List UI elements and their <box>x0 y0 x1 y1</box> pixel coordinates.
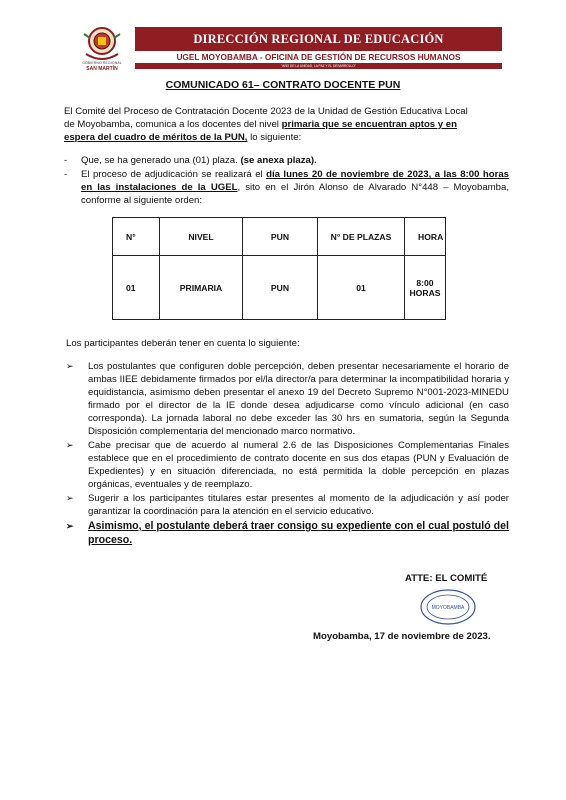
place-and-date: Moyobamba, 17 de noviembre de 2023. <box>313 631 491 642</box>
document-title: COMUNICADO 61– CONTRATO DOCENTE PUN <box>165 79 401 91</box>
header-title-bar: DIRECCIÓN REGIONAL DE EDUCACIÓN <box>135 27 502 51</box>
intro-line <box>64 118 509 131</box>
point-text: El proceso de adjudicación se realizará el <box>81 169 267 180</box>
arrow-bullet-icon: ➢ <box>66 493 74 503</box>
arrow-bullet-icon: ➢ <box>66 440 74 450</box>
hour-unit: HORAS <box>409 287 441 298</box>
positions-table <box>112 217 446 320</box>
list-item <box>66 360 509 438</box>
signature-line: ATTE: EL COMITÉ <box>405 573 488 584</box>
col-header: N° <box>113 218 160 256</box>
point-item <box>64 154 509 167</box>
header-subtitle: UGEL MOYOBAMBA - OFICINA DE GESTIÓN DE RECURSOS HUMANOS <box>135 52 502 64</box>
list-item <box>66 439 509 491</box>
list-item <box>66 492 509 518</box>
table-cell <box>405 256 446 320</box>
point-text: Que, se ha generado una (01) plaza. <box>81 155 241 166</box>
intro-text: de Moyobamba, comunica a los docentes del nivel <box>64 119 282 130</box>
bullet-text: Sugerir a los participantes titulares estar presentes al momento de la adjudicación y así poder garantizar la coordinación para la atención en el servicio educativo. <box>88 493 509 517</box>
col-header: N° DE PLAZAS <box>318 218 405 256</box>
logo-caption: GOBIERNO REGIONAL <box>82 61 122 65</box>
table-row <box>113 256 446 320</box>
table-cell: PRIMARIA <box>160 256 243 320</box>
table-cell: 01 <box>318 256 405 320</box>
logo-region-name: SAN MARTÍN <box>86 66 118 72</box>
stamp-text: MOYOBAMBA <box>431 605 465 611</box>
bullet-text: Asimismo, el postulante deberá traer consigo su expediente con el cual postuló del proceso. <box>88 520 509 546</box>
point-text: , sito en el Jirón Alonso de Alvarado N°448 – Moyobamba, conforme al siguiente orden: <box>81 182 510 206</box>
table-cell: 01 <box>113 256 160 320</box>
col-header: HORA <box>405 218 446 256</box>
bullet-text: Cabe precisar que de acuerdo al numeral 2.6 de las Disposiciones Complementarias Finales establece que en el procedimiento de contrato docente en sus dos etapas (PUN y Evaluación de Expedientes) y en situación diferenciada, no está permitida la doble percepción en plazas orgánicas, eventuales y de reemplazo. <box>88 440 509 490</box>
header-year-motto: "AÑO DE LA UNIDAD, LA PAZ Y EL DESARROLLO" <box>135 64 502 69</box>
point-highlight: día lunes 20 de noviembre de 2023, a las 8:00 horas en las instalaciones de la UGEL <box>81 169 509 193</box>
intro-paragraph <box>64 105 509 144</box>
table-header-row <box>113 218 446 256</box>
list-item <box>66 519 509 547</box>
intro-text: lo siguiente: <box>247 132 302 143</box>
arrow-bullet-icon: ➢ <box>66 361 74 371</box>
col-header: PUN <box>243 218 318 256</box>
intro-highlight: espera del cuadro de méritos de la PUN, <box>64 132 248 143</box>
hour-value: 8:00 <box>416 277 434 288</box>
point-highlight: (se anexa plaza). <box>240 155 317 166</box>
intro-highlight: primaria que se encuentran aptos y en <box>281 119 458 130</box>
dash-marker: - <box>64 169 68 180</box>
notice-lead: Los participantes deberán tener en cuenta lo siguiente: <box>66 338 300 349</box>
col-header: NIVEL <box>160 218 243 256</box>
point-item <box>64 168 509 207</box>
intro-line <box>64 131 509 144</box>
official-stamp-icon <box>419 588 477 626</box>
bullet-text: Los postulantes que configuren doble percepción, deben presentar necesariamente el horario de ambas IIEE debidamente firmados por el/la director/a para determinar la incompatibilidad horaria y equidistancia, asimismo deben presentar el anexo 19 del Decreto Supremo N°001-2023-MINEDU firmado por el director de la IE donde desea adjudicarse como vínculo adicional (en caso corresponda). La jornada laboral no debe exceder las 30 hrs en sumatoria, según la Segunda Disposición complementaria del mencionado marco normativo. <box>88 361 509 437</box>
table-cell: PUN <box>243 256 318 320</box>
arrow-bullet-icon: ➢ <box>66 521 74 531</box>
intro-line: El Comité del Proceso de Contratación Docente 2023 de la Unidad de Gestión Educativa Local <box>64 106 468 117</box>
bullet-list <box>66 360 509 548</box>
dash-marker: - <box>64 155 68 166</box>
